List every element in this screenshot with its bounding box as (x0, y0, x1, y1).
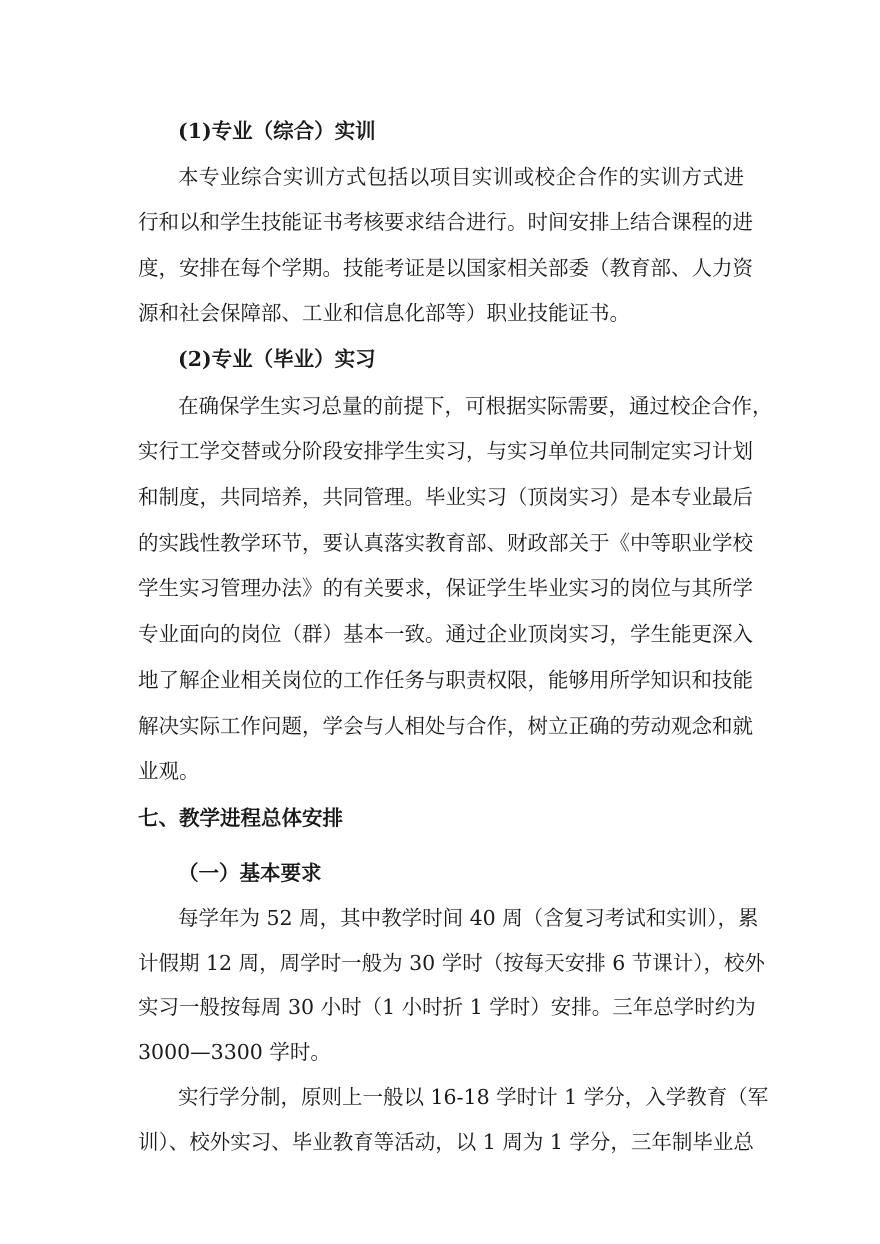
paragraph-line: 解决实际工作问题，学会与人相处与合作，树立正确的劳动观念和就 (138, 714, 753, 738)
paragraph-line: 源和社会保障部、工业和信息化部等）职业技能证书。 (138, 301, 630, 325)
paragraph-line: 业观。 (138, 759, 200, 783)
subsection-heading-comprehensive-training: (1)专业（综合）实训 (178, 119, 376, 143)
paragraph-line: 计假期 12 周，周学时一般为 30 学时（按每天安排 6 节课计），校外 (138, 951, 766, 975)
paragraph-line: 训）、校外实习、毕业教育等活动，以 1 周为 1 学分，三年制毕业总 (138, 1130, 754, 1154)
paragraph-line: 专业面向的岗位（群）基本一致。通过企业顶岗实习，学生能更深入 (138, 622, 753, 646)
paragraph-line: 本专业综合实训方式包括以项目实训或校企合作的实训方式进 (178, 165, 744, 189)
paragraph-line: 行和以和学生技能证书考核要求结合进行。时间安排上结合课程的进 (138, 210, 753, 234)
subsection-heading-graduation-internship: (2)专业（毕业）实习 (178, 347, 376, 371)
paragraph-line: 的实践性教学环节，要认真落实教育部、财政部关于《中等职业学校 (138, 531, 753, 555)
paragraph-line: 在确保学生实习总量的前提下，可根据实际需要，通过校企合作， (178, 394, 773, 418)
paragraph-line: 实习一般按每周 30 小时（1 小时折 1 学时）安排。三年总学时约为 (138, 995, 756, 1019)
paragraph-line: 3000—3300 学时。 (138, 1040, 331, 1064)
paragraph-line: 实行学分制，原则上一般以 16-18 学时计 1 学分，入学教育（军 (178, 1085, 769, 1109)
paragraph-line: 和制度，共同培养，共同管理。毕业实习（顶岗实习）是本专业最后 (138, 485, 753, 509)
paragraph-line: 地了解企业相关岗位的工作任务与职责权限，能够用所学知识和技能 (138, 668, 753, 692)
paragraph-line: 学生实习管理办法》的有关要求，保证学生毕业实习的岗位与其所学 (138, 576, 753, 600)
paragraph-line: 实行工学交替或分阶段安排学生实习，与实习单位共同制定实习计划 (138, 439, 753, 463)
section-heading-teaching-schedule: 七、教学进程总体安排 (138, 806, 343, 830)
subsection-heading-basic-requirements: （一）基本要求 (178, 861, 322, 885)
paragraph-line: 度，安排在每个学期。技能考证是以国家相关部委（教育部、人力资 (138, 256, 753, 280)
paragraph-line: 每学年为 52 周，其中教学时间 40 周（含复习考试和实训），累 (178, 906, 759, 930)
